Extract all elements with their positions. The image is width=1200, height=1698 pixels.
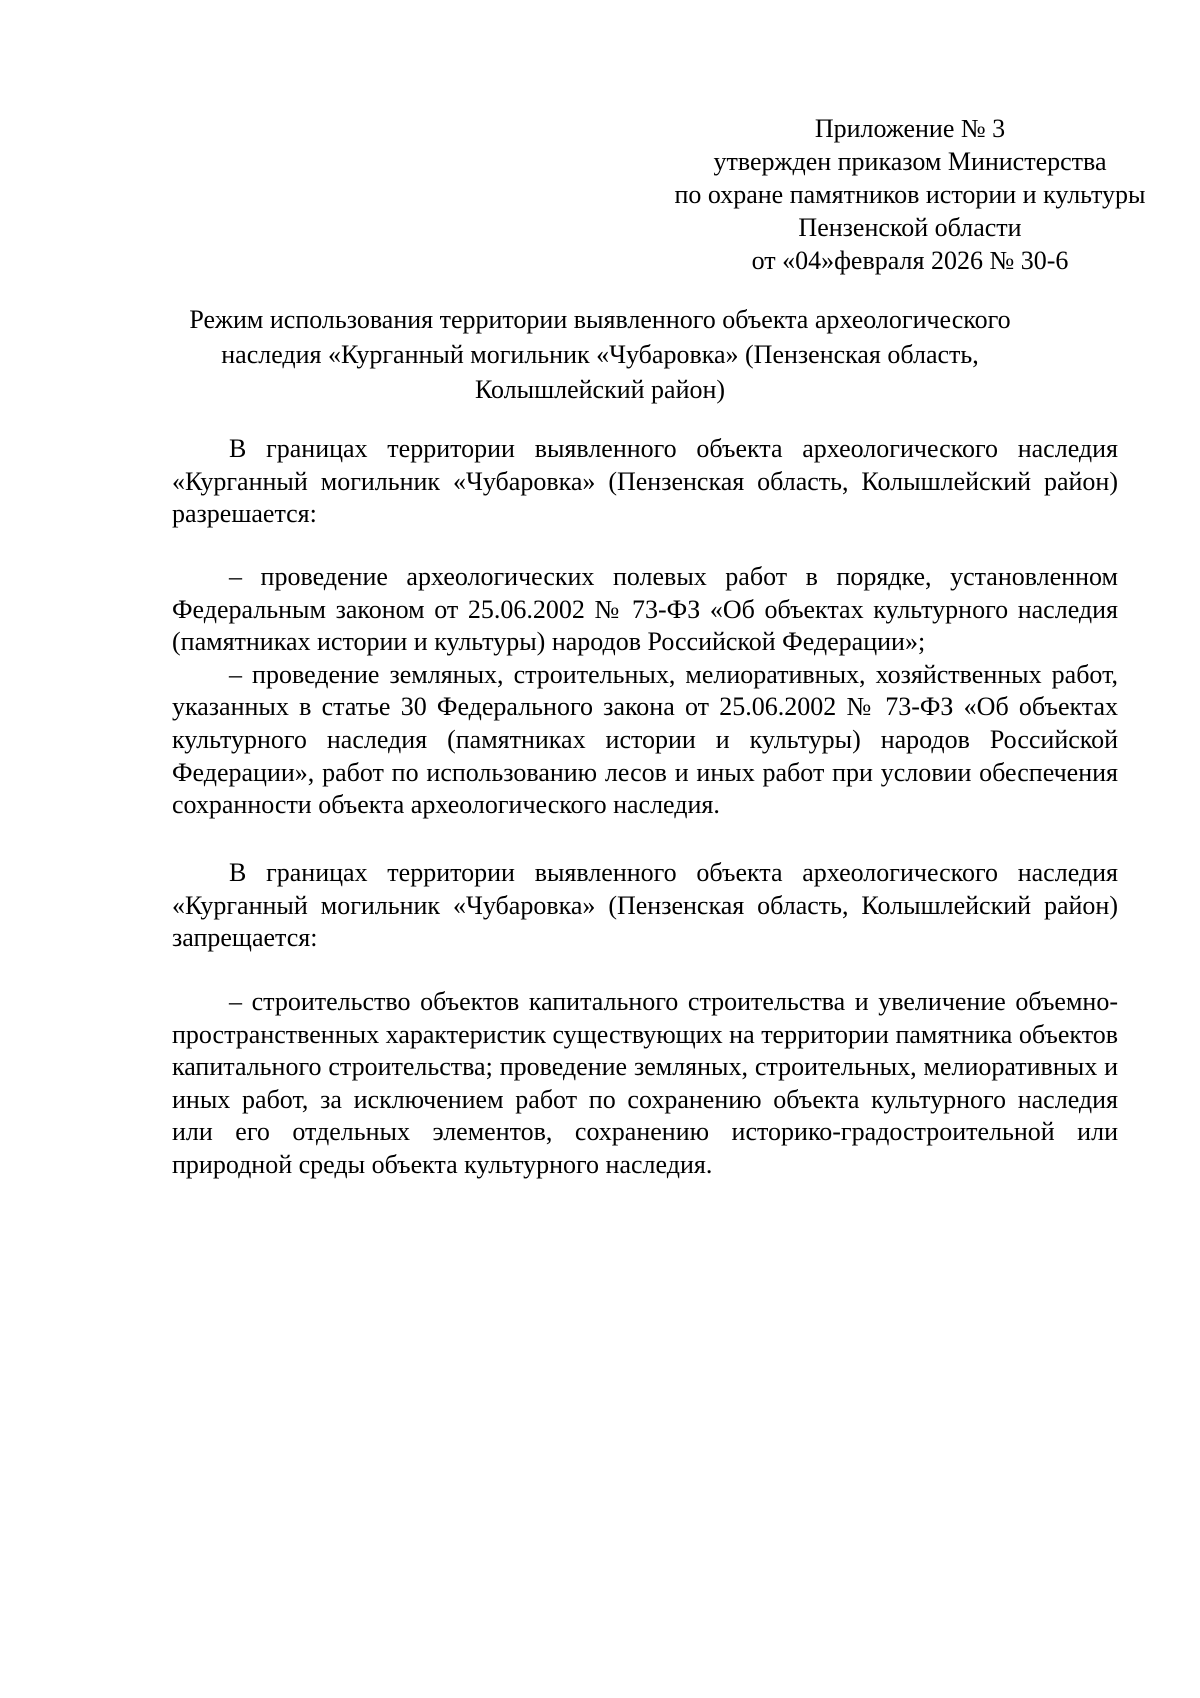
appendix-header xyxy=(660,112,1160,277)
appendix-number: Приложение № 3 xyxy=(814,114,1006,143)
forbidden-intro-paragraph: В границах территории выявленного объекта археологического наследия «Курганный могильник «Чубаровка» (Пензенская область, Колышлейский район) запрещается: xyxy=(172,858,1118,953)
allowed-item-2: – проведение земляных, строительных, мелиоративных, хозяйственных работ, указанных в статье 30 Федерального закона от 25.06.2002 № 73-ФЗ «Об объектах культурного наследия (памятниках истории и культуры) народов Российской Федерации», работ по использованию лесов и иных работ при условии обеспечения сохранности объекта археологического наследия. xyxy=(172,659,1118,820)
title-line-3: Колышлейский район) xyxy=(474,375,726,404)
forbidden-intro-section xyxy=(172,857,1118,955)
document-title xyxy=(150,302,1050,407)
allowed-items-section xyxy=(172,561,1118,822)
allowed-item-1: – проведение археологических полевых работ в порядке, установленном Федеральным законом от 25.06.2002 № 73-ФЗ «Об объектах культурного наследия (памятниках истории и культуры) народов Российской Федерации»; xyxy=(172,562,1118,657)
forbidden-items-section xyxy=(172,986,1118,1182)
ministry-line: по охране памятников истории и культуры xyxy=(674,180,1146,209)
forbidden-item-1: – строительство объектов капитального строительства и увеличение объемно-пространственных характеристик существующих на территории памятника объектов капитального строительства; проведение земляных, строительных, мелиоративных и иных работ, за исключением работ по сохранению объекта культурного наследия или его отдельных элементов, сохранению историко-градостроительной или природной среды объекта культурного наследия. xyxy=(172,987,1118,1179)
allowed-intro-paragraph: В границах территории выявленного объекта археологического наследия «Курганный могильник «Чубаровка» (Пензенская область, Колышлейский район) разрешается: xyxy=(172,434,1118,529)
order-date-line: от «04»февраля 2026 № 30-6 xyxy=(751,246,1069,275)
title-line-2: наследия «Курганный могильник «Чубаровка» (Пензенская область, xyxy=(221,340,979,369)
region-line: Пензенской области xyxy=(798,213,1022,242)
title-line-1: Режим использования территории выявленного объекта археологического xyxy=(189,305,1011,334)
approval-line: утвержден приказом Министерства xyxy=(713,147,1107,176)
allowed-intro-section xyxy=(172,433,1118,531)
